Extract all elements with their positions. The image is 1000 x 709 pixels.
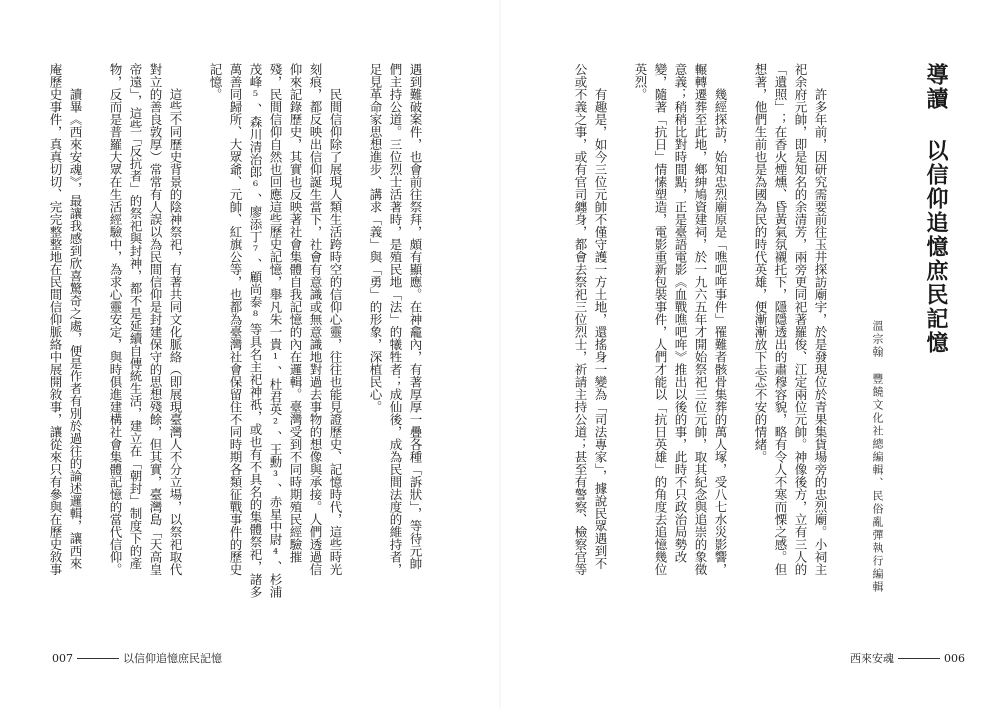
footer-book-title: 西來安魂	[850, 652, 894, 665]
right-page-body	[570, 63, 830, 603]
text-column: 庵歷史事件，真真切切、完完整整地在民間信仰脈絡中展開敘事，讓從來只有參與在歷史敘事	[48, 63, 63, 576]
right-page-footer	[850, 650, 965, 666]
page-number: 007	[52, 651, 73, 665]
paragraph	[205, 63, 345, 603]
paragraph	[105, 63, 185, 603]
text-column: 許多年前，因研究需要前往玉井探訪廟宇，於是發現位於青果集貨場旁的忠烈廟。小祠主	[813, 88, 828, 576]
text-column: 仰來記錄歷史，其實也反映著社會集體自我記憶的內在邏輯。臺灣受到不同時期殖民經驗摧	[288, 63, 303, 563]
text-column: 英烈。	[633, 63, 648, 101]
text-column: 讀畢《西來安魂》，最讓我感到欣喜驚奇之處，便是作者有別於過往的論述邏輯，讓西來	[68, 88, 83, 570]
text-column: 足見革命家思想進步、講求「義」與「勇」的形象，深植民心。	[368, 63, 383, 413]
text-column: 遇到難破案件，也會前往祭拜，頗有顯應。在神龕內，有著厚厚一疊各種「訴狀」，等待元帥	[408, 63, 423, 570]
text-column: 意義；稍稍比對時間點，正是臺語電影《血戰噍吧哖》推出以後的事，此時不只政治局勢改	[673, 63, 688, 563]
left-page-footer	[52, 650, 222, 666]
text-column: 帝遠」，這些「反抗者」的祭祀與封神，都不是延續自傳統生活，建立在「朝封」制度下的產	[128, 63, 143, 570]
paragraph	[750, 63, 830, 603]
text-column: 公或不義之事，或有官司纏身，都會去祭祀三位烈士，祈請主持公道；甚至有警察、檢察官等	[573, 63, 588, 576]
footer-rule	[898, 658, 940, 659]
text-column: 「遺照」；在香火煙燻、昏黃氣氛襯托下，隱隱透出的肅穆容貌，略有令人不寒而慄之感。但	[773, 63, 788, 576]
text-column: 萬善同歸所、大眾爺、元帥、紅旗公等，也都為臺灣社會保留住不同時期各類征戰事件的歷史	[228, 63, 243, 576]
footer-rule	[77, 658, 119, 659]
chapter-title	[923, 63, 949, 355]
text-column: 對立的善良敦厚）常常有人誤以為民間信仰是封建保守的思想殘餘，但其實，臺灣島「天高皇	[148, 63, 163, 576]
text-column: 記憶。	[208, 63, 223, 101]
paragraph	[365, 63, 425, 603]
text-column: 有趣是，如今三位元帥不僅守護一方土地，還搖身一變為「司法專家」，據說民眾遇到不	[593, 88, 608, 570]
text-column: 祀余府元帥，即是知名的余清芳，兩旁更同祀著羅俊、江定兩位元帥。神像後方，立有三人的	[793, 63, 808, 576]
text-column: 這些不同歷史背景的陰神祭祀，有著共同文化脈絡（即展現臺灣人不分立場，以祭祀取代	[168, 88, 183, 576]
text-column: 茂峰⁵、森川清治郎⁶、廖添丁⁷、顧尚泰⁸等具名主祀神祇，或也有不具名的集體祭祀，諸多	[248, 63, 263, 598]
paragraph	[630, 63, 730, 603]
text-column: 輾轉遷葬至此地，鄉紳鳩資建祠，於一九六五年才開始祭祀三位元帥，取其紀念與追崇的象徵	[693, 63, 708, 576]
title-label: 導讀	[923, 63, 949, 111]
text-column: 變，隨著「抗日」情愫塑造，電影重新包裝事件，人們才能以「抗日英雄」的角度去追憶幾位	[653, 63, 668, 576]
paragraph	[45, 63, 85, 603]
page-number: 006	[944, 651, 965, 665]
author-byline	[869, 320, 885, 594]
text-column: 們主持公道。三位烈士活著時，是殖民地「法」的犧牲者；成仙後，成為民間法度的維持者，	[388, 63, 403, 576]
title-text: 以信仰追憶庶民記憶	[923, 139, 949, 355]
text-column: 幾經探訪，始知忠烈廟原是「噍吧哖事件」罹難者骸骨集葬的萬人塚，受八七水災影響，	[713, 88, 728, 576]
text-column: 刻痕，都反映出信仰誕生當下，社會有意識或無意識地對過去事物的想像與承接。人們透過信	[308, 63, 323, 576]
text-column: 物，反而是普羅大眾在生活經驗中，為求心靈安定，與時俱進建構社會集體記憶的當代信仰。	[108, 63, 123, 576]
text-column: 民間信仰除了展現人類生活跨時空的信仰心靈，往往也能見證歷史、記憶時代，這些時光	[328, 88, 343, 576]
text-column: 殘，民間信仰自然也回應這些歷史記憶，舉凡朱一貴¹、杜君英²、王勳³、赤星中尉⁴、杉浦	[268, 63, 283, 598]
paragraph	[570, 63, 610, 603]
page-gutter	[499, 0, 501, 709]
text-column: 想著，他們生前也是為國為民的時代英雄，便漸漸放下忐忑不安的情緒。	[753, 63, 768, 463]
left-page-body	[45, 63, 425, 603]
author-name: 溫宗翰	[871, 320, 884, 359]
author-role: 豐饒文化社總編輯、民俗亂彈執行編輯	[871, 373, 884, 594]
footer-chapter-title: 以信仰追憶庶民記憶	[123, 652, 222, 665]
